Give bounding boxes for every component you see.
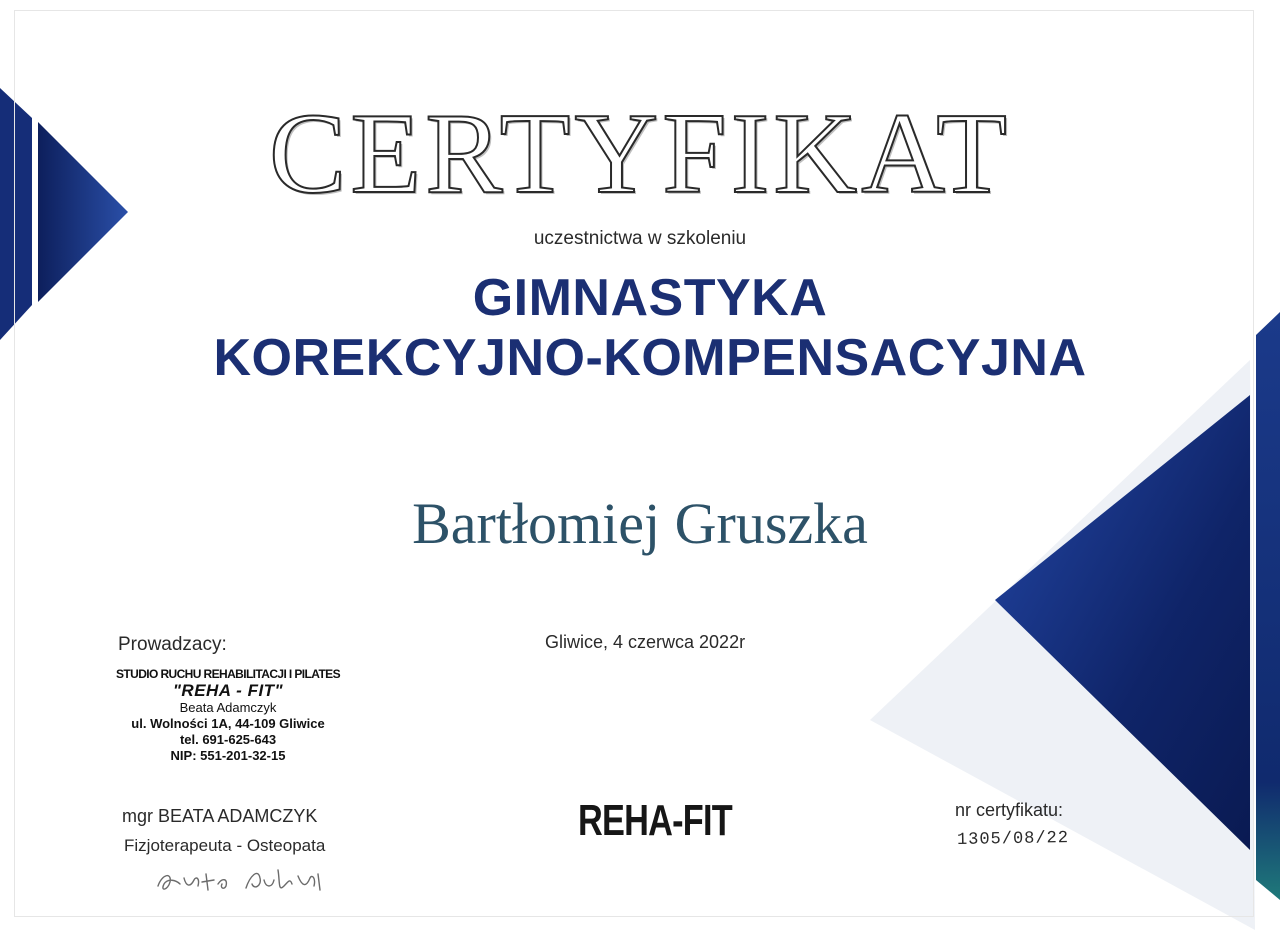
signer-name: mgr BEATA ADAMCZYK	[122, 806, 318, 826]
cert-number-value: 1305/08/22	[956, 829, 1070, 850]
course-line-1: GIMNASTYKA	[472, 269, 828, 327]
right-edge-strip	[1256, 312, 1280, 900]
certificate-title: CERTYFIKAT	[269, 90, 1011, 218]
organizer-stamp	[98, 666, 358, 764]
signer-role: Fizjoterapeuta - Osteopata	[124, 836, 326, 855]
stamp-nip: NIP: 551-201-32-15	[170, 748, 286, 763]
stamp-address: ul. Wolności 1A, 44-109 Gliwice	[131, 716, 325, 731]
course-line-2: KOREKCYJNO-KOMPENSACYJNA	[213, 329, 1087, 387]
cert-number-label: nr certyfikatu:	[955, 800, 1064, 820]
stamp-person: Beata Adamczyk	[179, 700, 277, 715]
course-name	[0, 268, 1280, 388]
stamp-phone: tel. 691-625-643	[179, 732, 277, 747]
certificate-subtitle: uczestnictwa w szkoleniu	[533, 228, 747, 249]
place-date: Gliwice, 4 czerwca 2022r	[545, 632, 746, 652]
participant-name: Bartłomiej Gruszka	[412, 491, 868, 556]
reha-fit-logo: REHA-FIT	[578, 796, 732, 845]
organizer-label: Prowadzacy:	[118, 634, 227, 655]
signature-icon	[150, 856, 350, 900]
stamp-studio: STUDIO RUCHU REHABILITACJI I PILATES	[116, 667, 340, 681]
stamp-name: "REHA - FIT"	[172, 681, 284, 700]
